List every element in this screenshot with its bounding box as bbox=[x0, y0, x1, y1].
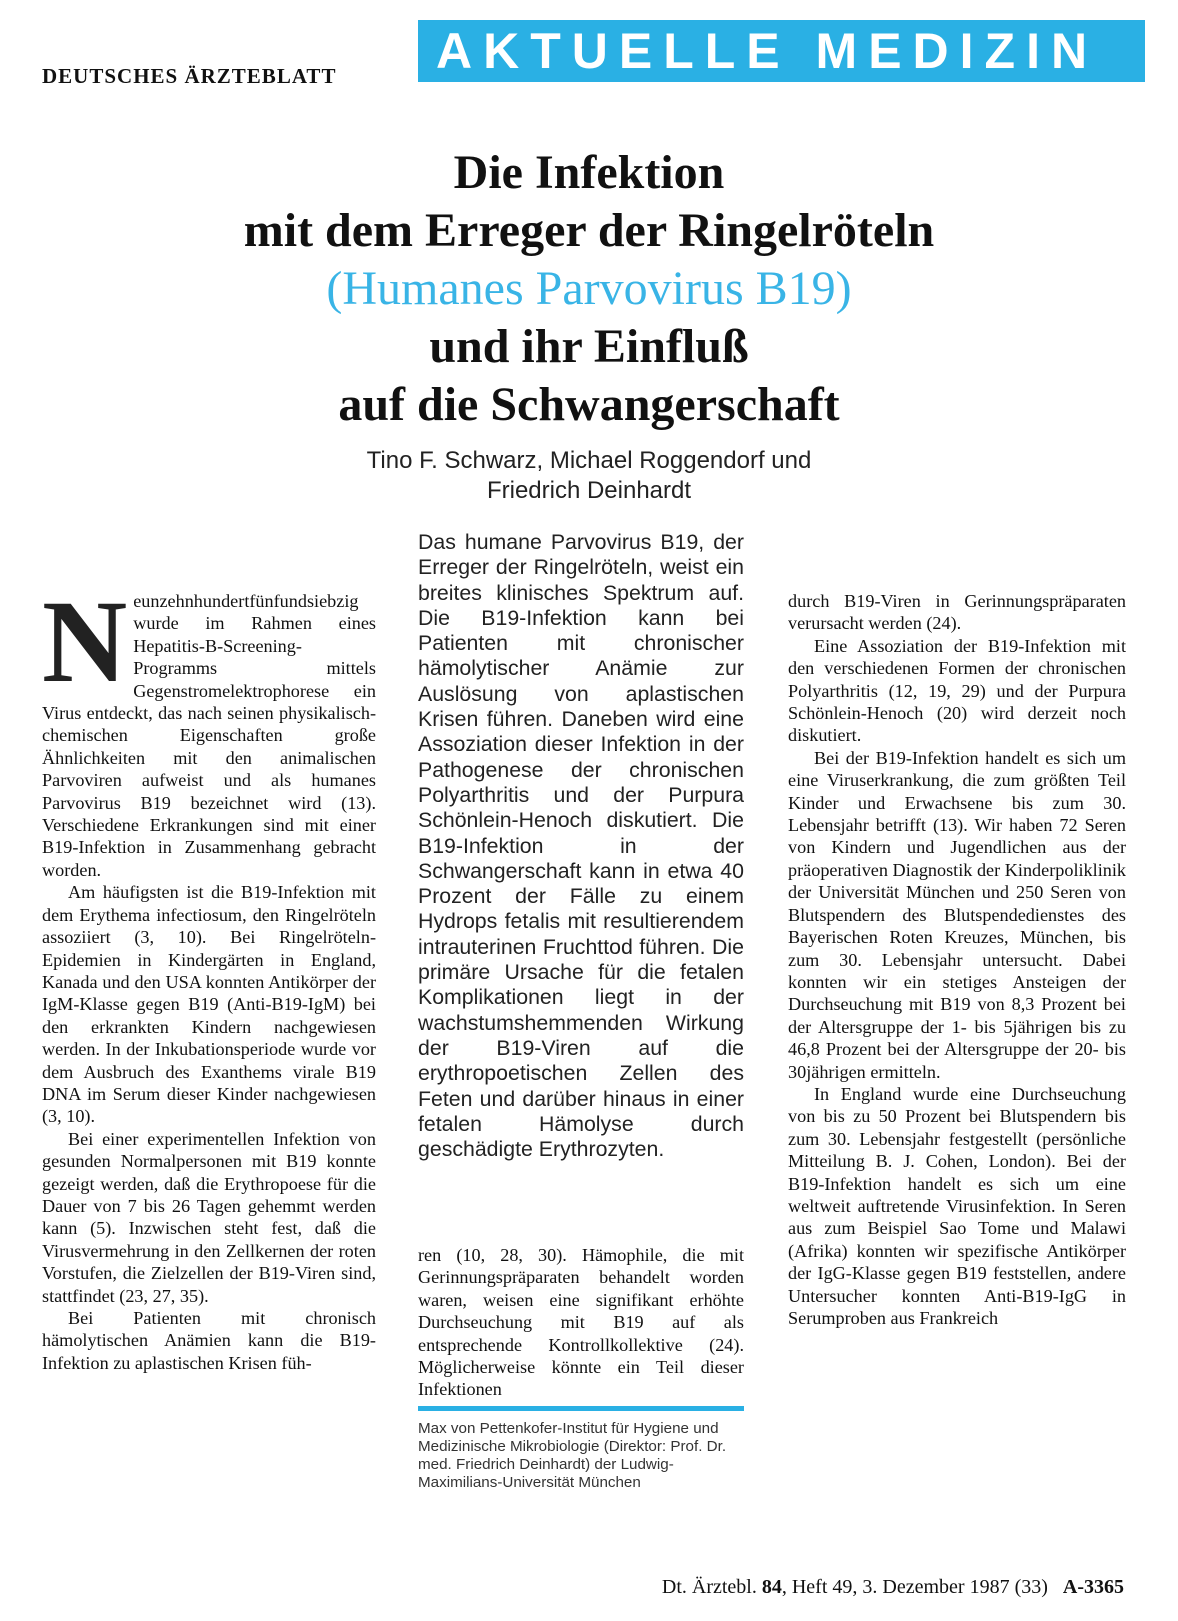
footer-issue: , Heft 49, 3. Dezember 1987 (33) bbox=[781, 1576, 1048, 1598]
body-paragraph-1-text: eunzehnhundertfünfundsiebzig wurde im Rahmen eines Hepatitis-B-Screening-Programms mittels Gegenstromelektrophorese ein Virus entdeckt, das nach seinen physikalisch-chemischen Eigenschaften große Ähnlichkeiten mit den animalischen Parvoviren aufweist und als humanes Parvovirus B19 bezeichnet wird (13). Verschiedene Erkrankungen sind mit einer B19-Infektion in Zusammenhang gebracht worden. bbox=[42, 591, 376, 880]
section-banner bbox=[418, 20, 1145, 82]
drop-cap: N bbox=[42, 576, 128, 707]
abstract bbox=[418, 530, 744, 1162]
section-label: AKTUELLE MEDIZIN bbox=[436, 23, 1099, 79]
abstract-text: Das humane Parvovirus B19, der Erreger der Ringelröteln, weist ein breites klinisches Spektrum auf. Die B19-Infektion kann bei Patienten mit chronischer hämolytischer Anämie zur Auslösung von aplastischen Krisen führen. Daneben wird eine Assoziation dieser Infektion in der Pathogenese der chronischen Polyarthritis und der Purpura Schönlein-Henoch diskutiert. Die B19-Infektion in der Schwangerschaft kann in etwa 40 Prozent der Fälle zu einem Hydrops fetalis mit resultierendem intrauterinen Fruchttod führen. Die primäre Ursache für die fetalen Komplikationen liegt in der wachstumshemmenden Wirkung der B19-Viren auf die erythropoetischen Zellen des Feten und darüber hinaus in einer fetalen Hämolyse durch geschädigte Erythrozyten. bbox=[418, 530, 744, 1162]
body-paragraph-4: Bei Patienten mit chronisch hämolytischen Anämien kann die B19-Infektion zu aplastischen Krisen füh- bbox=[42, 1308, 376, 1373]
journal-name: DEUTSCHES ÄRZTEBLATT bbox=[42, 64, 337, 88]
body-paragraph-right-1: durch B19-Viren in Gerinnungspräparaten verursacht werden (24). bbox=[788, 591, 1126, 634]
authors-line-2: Friedrich Deinhardt bbox=[486, 477, 692, 504]
article-title bbox=[40, 144, 1138, 434]
title-line-4: und ihr Einfluß bbox=[429, 320, 749, 373]
column-right bbox=[788, 590, 1126, 1329]
body-paragraph-3: Bei einer experimentellen Infektion von gesunden Normalpersonen mit B19 konnte gezeigt werden, daß die Erythropoese für die Dauer von 7 bis 26 Tagen gehemmt werden kann (5). Inzwischen steht fest, daß die Virusvermehrung in den Zellkernen der roten Vorstufen, die Zielzellen der B19-Viren sind, stattfindet (23, 27, 35). bbox=[42, 1128, 376, 1306]
affiliation: Max von Pettenkofer-Institut für Hygiene und Medizinische Mikrobiologie (Direktor: Prof. Dr. med. Friedrich Deinhardt) der Ludwig-Maximilians-Universität München bbox=[418, 1420, 727, 1491]
title-line-1: Die Infektion bbox=[453, 146, 725, 199]
title-line-5: auf die Schwangerschaft bbox=[338, 378, 840, 431]
title-line-2: mit dem Erreger der Ringelröteln bbox=[243, 204, 935, 257]
affiliation-rule bbox=[418, 1406, 744, 1411]
body-paragraph-middle: ren (10, 28, 30). Hämophile, die mit Gerinnungspräparaten behandelt worden waren, weisen eine signifikant erhöhte Durchseuchung mit B19 auf als entsprechende Kontrollkollektive (24). Möglicherweise könnte ein Teil dieser Infektionen bbox=[418, 1245, 744, 1400]
body-paragraph-1 bbox=[42, 576, 376, 881]
body-paragraph-right-2: Eine Assoziation der B19-Infektion mit den verschiedenen Formen der chronischen Polyarthritis (12, 19, 29) und der Purpura Schönlein-Henoch (20) wird derzeit noch diskutiert. bbox=[788, 635, 1126, 746]
page-number: A-3365 bbox=[1062, 1576, 1124, 1598]
column-left bbox=[42, 576, 376, 1374]
footer-volume: 84 bbox=[761, 1576, 782, 1598]
body-paragraph-2: Am häufigsten ist die B19-Infektion mit dem Erythema infectiosum, den Ringelröteln assoziiert (3, 10). Bei Ringelröteln-Epidemien in Kindergärten in England, Kanada und den USA konnten Antikörper der IgM-Klasse gegen B19 (Anti-B19-IgM) bei den erkrankten Kindern nachgewiesen werden. In der Inkubationsperiode wurde vor dem Ausbruch des Exanthems virale B19 DNA im Serum dieser Kinder nachgewiesen (3, 10). bbox=[42, 882, 376, 1127]
authors bbox=[60, 446, 1118, 506]
body-paragraph-right-3: Bei der B19-Infektion handelt es sich um eine Viruserkrankung, die zum größten Teil Kinder und Erwachsene bis zum 30. Lebensjahr betrifft (13). Wir haben 72 Seren von Kindern und Jugendlichen aus der präoperativen Diagnostik der Kinderpoliklinik der Universität München und 250 Seren von Blutspendern des Blutspendedienstes des Bayerischen Roten Kreuzes, München, bis zum 30. Lebensjahr untersucht. Dabei konnten wir ein stetiges Ansteigen der Durchseuchung mit B19 von 8,3 Prozent bei der Altersgruppe der 1- bis 5jährigen bis zu 46,8 Prozent bei der Altersgruppe der 20- bis 30jährigen ermitteln. bbox=[788, 747, 1126, 1082]
page-footer bbox=[662, 1576, 1124, 1599]
authors-line-1: Tino F. Schwarz, Michael Roggendorf und bbox=[366, 447, 812, 474]
body-paragraph-right-4: In England wurde eine Durchseuchung von bis zu 50 Prozent bei Blutspendern bis zum 30. Lebensjahr festgestellt (persönliche Mitteilung B. J. Cohen, London). Bei der B19-Infektion handelt es sich um eine weltweit auftretende Virusinfektion. In Seren aus zum Beispiel Sao Tome und Malawi (Afrika) konnten wir spezifische Antikörper der IgG-Klasse gegen B19 feststellen, andere Untersucher konnten Anti-B19-IgG in Serumproben aus Frankreich bbox=[788, 1083, 1126, 1328]
title-line-3: (Humanes Parvovirus B19) bbox=[326, 262, 852, 315]
footer-journal: Dt. Ärztebl. bbox=[661, 1576, 757, 1598]
column-middle bbox=[418, 1244, 744, 1401]
